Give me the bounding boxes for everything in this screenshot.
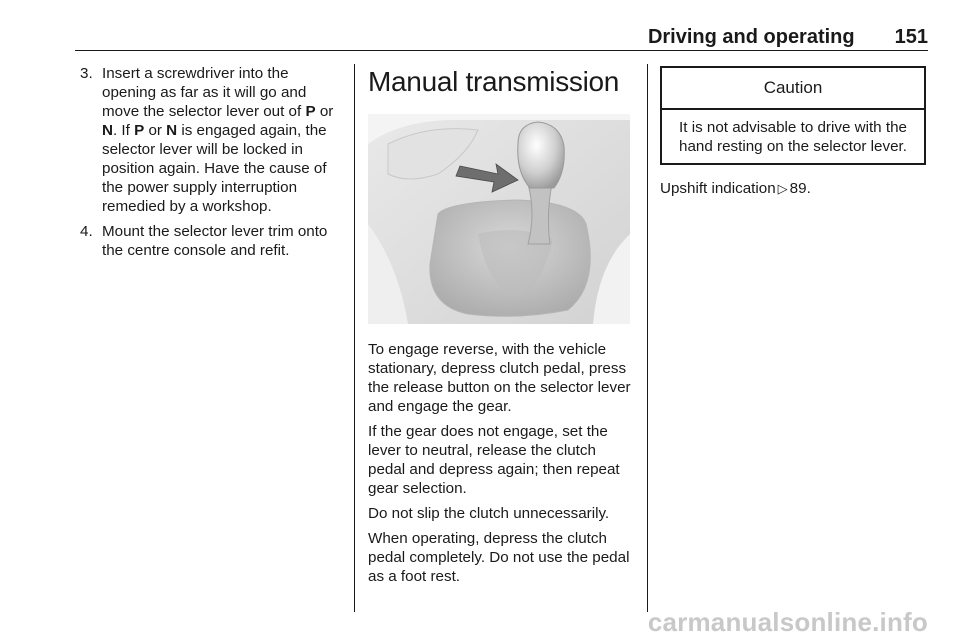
caution-title: Caution xyxy=(662,68,924,110)
caution-text: It is not advisable to drive with the hand resting on the selector lever. xyxy=(679,119,907,155)
watermark: carmanualsonline.info xyxy=(647,607,928,637)
section-title: Driving and operating xyxy=(647,26,855,48)
column-left xyxy=(80,64,342,266)
paragraph-clutch-slip: Do not slip the clutch unnecessarily. xyxy=(368,505,610,522)
page-header xyxy=(75,26,928,50)
column-right xyxy=(660,64,926,198)
column-middle xyxy=(368,64,634,592)
paragraph-reverse: To engage reverse, with the vehicle stationary, depress clutch pedal, press the release button on the selector lever and engage the gear. xyxy=(368,341,631,415)
text-span: or xyxy=(144,122,167,139)
text-span: . If xyxy=(112,122,135,139)
gear-key-p: P xyxy=(305,103,316,120)
list-item-3 xyxy=(80,64,342,216)
gear-lever-illustration xyxy=(368,114,630,324)
text-span: is engaged again, the selector lever will be locked in position again. Have the cause of the power supply interruption remedied by a workshop. xyxy=(102,122,327,215)
gear-key-n: N xyxy=(102,122,113,139)
header-rule xyxy=(75,50,928,51)
text-span: or xyxy=(315,103,334,120)
list-number: 3. xyxy=(80,65,93,82)
paragraph-clutch-operate: When operating, depress the clutch pedal completely. Do not use the pedal as a foot rest. xyxy=(368,530,630,585)
page-number: 151 xyxy=(894,26,928,48)
caution-box xyxy=(660,66,926,165)
list-item-4 xyxy=(80,222,342,260)
manual-transmission-heading: Manual transmission xyxy=(368,66,620,97)
text-span: Insert a screwdriver into the opening as far as it will go and move the selector lever out of xyxy=(102,65,307,120)
gear-key-p: P xyxy=(134,122,145,139)
list-text: Mount the selector lever trim onto the centre console and refit. xyxy=(102,223,328,259)
column-divider-2 xyxy=(647,64,648,612)
upshift-reference xyxy=(660,179,926,198)
list-text xyxy=(102,64,342,216)
arrow-reference-icon: ▷ xyxy=(777,181,788,196)
upshift-text: Upshift indication xyxy=(660,180,776,197)
list-number: 4. xyxy=(80,223,93,240)
column-divider-1 xyxy=(354,64,355,612)
gear-key-n: N xyxy=(166,122,178,139)
paragraph-gear-not-engage: If the gear does not engage, set the lever to neutral, release the clutch pedal and depress again; then repeat gear selection. xyxy=(368,423,620,497)
upshift-page-link[interactable]: 89. xyxy=(789,180,811,197)
